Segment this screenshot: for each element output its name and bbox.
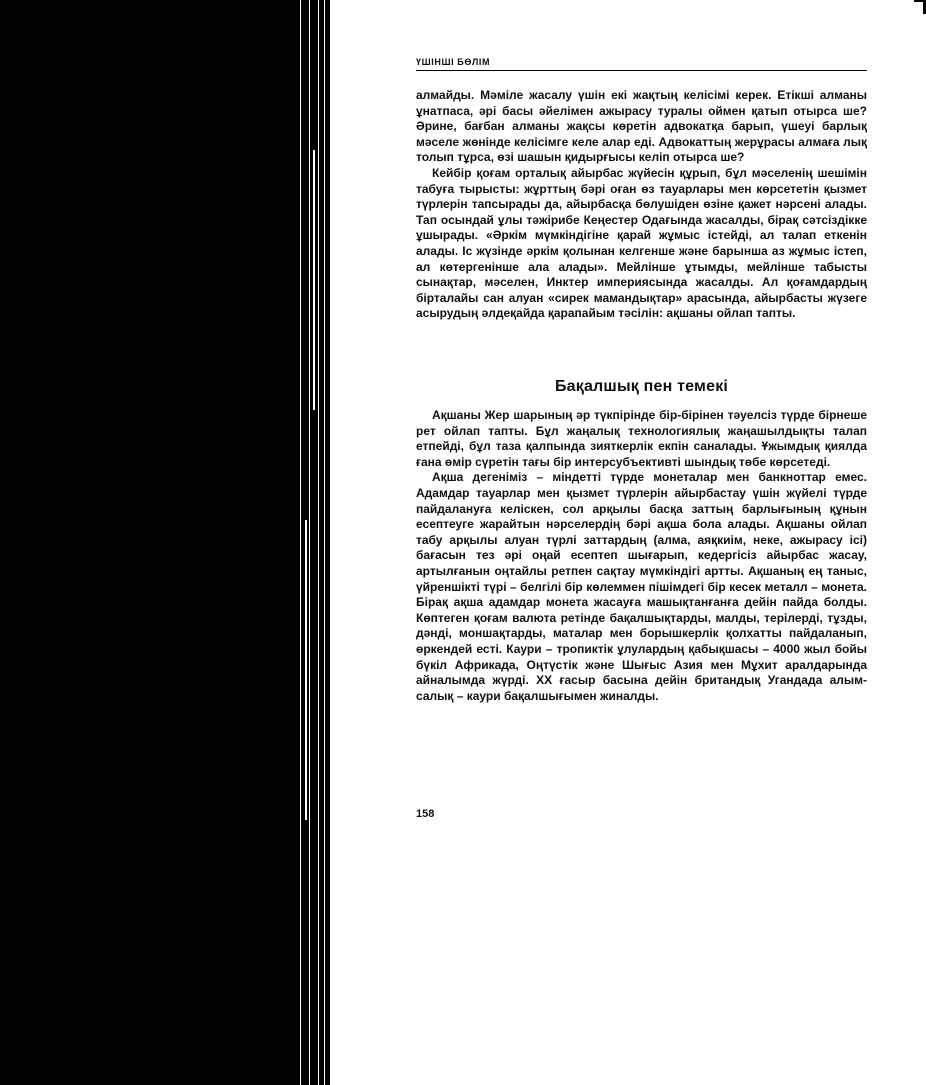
header-rule xyxy=(416,70,867,71)
paragraph: Ақшаны Жер шарының әр түкпірінде бір-бірінен тәуелсіз түрде бірнеше рет ойлап тапты. Бұл жаңалық технологиялық жаңашылдықты талап етпейді, бұл таза қалпында зияткерлік екпін саналады. Ұжымдық қиялда ғана өмір сүретін тағы бір интерсубъективті шындық төбе көрсетеді. xyxy=(416,408,867,469)
paragraph: алмайды. Мәміле жасалу үшін екі жақтың келісімі керек. Етікші алманы ұнатпаса, әрі басы әйелімен ажырасу туралы оймен қатып отырса ше? Әрине, бағбан алманы жақсы көретін адвокатқа барып, үшеуі барлық мәселе жөнінде келісімге келе алар еді. Адвокаттың жерұрасы алмаға лық толып тұрса, өзі шашын қидырғысы келіп отырса ше? xyxy=(416,88,867,165)
book-spine-shadow xyxy=(0,0,330,1085)
running-head: ҮШІНШІ БӨЛІМ xyxy=(416,57,491,67)
spine-edge-line xyxy=(318,0,319,1085)
paragraph: Кейбір қоғам орталық айырбас жүйесін құрып, бұл мәселенің шешімін табуға тырысты: жұрттың бәрі оған өз тауарлары мен көрсететін қызмет түрлерін тапсырады да, айырбасқа бөлушіден өзіне қажет нәрсені алады. Тап осындай ұлы тәжірибе Кеңестер Одағында жасалды, бірақ сәтсіздікке ұшырады. «Әркім мүмкіндігіне қарай жұмыс істейді, ал талап еткенін алады. Іс жүзінде әркім қолынан келгенше және барынша аз жұмыс істеп, ал көтергенінше ала алады». Мейлінше ұтымды, мейлінше табысты сынақтар, мәселен, Инктер империясында жасалды. Ал қоғамдардың бірталайы сан алуан «сирек мамандықтар» арасында, айырбасты жүзеге асырудың әлдеқайда қарапайым тәсілін: ақшаны ойлап тапты. xyxy=(416,165,867,321)
paragraph: Ақша дегеніміз – міндетті түрде монеталар мен банкноттар емес. Адамдар тауарлар мен қызмет түрлерін айырбастау үшін жүйелі түрде пайдалануға келіскен, сол арқылы басқа заттың барлығының құнын есептеуге жарайтын нәрселердің бәрі ақша бола алады. Ақшаны ойлап табу арқылы алуан түрлі заттардың (алма, аяқкиім, неке, ажырасу ісі) бағасын тез әрі оңай есептеп шығарып, кедергісіз айырбас жасау, артылғанын оңтайлы ретпен сақтау мүмкіндігі артты. Ақшаның ең таныс, үйреншікті түрі – белгілі бір көлеммен пішімдегі бір кесек металл – монета. Бірақ ақша адамдар монета жасауға машықтанғанға дейін пайда болды. Көптеген қоғам валюта ретінде бақалшықтарды, малды, терілерді, тұзды, дәнді, моншақтарды, маталар мен борышкерлік қолхатты пайдаланып, өркендей есті. Каури – тропиктік ұлулардың қабықшасы – 4000 жыл бойы бүкіл Африкада, Оңтүстік және Шығыс Азия мен Мұхит аралдарында айналымда жүрді. XX ғасыр басына дейін британдық Угандада алым-салық – каури бақалшығымен жиналды. xyxy=(416,470,867,703)
corner-crop-mark xyxy=(914,0,926,14)
spine-edge-line xyxy=(305,520,307,820)
page-number: 158 xyxy=(416,808,435,820)
section-title: Бақалшық пен темекі xyxy=(554,378,729,395)
spine-edge-line xyxy=(313,150,315,410)
spine-edge-line xyxy=(309,0,310,1085)
spine-edge-line xyxy=(300,0,301,1085)
section-text xyxy=(416,408,867,704)
spine-edge-line xyxy=(324,0,325,1085)
intro-text xyxy=(416,88,867,322)
